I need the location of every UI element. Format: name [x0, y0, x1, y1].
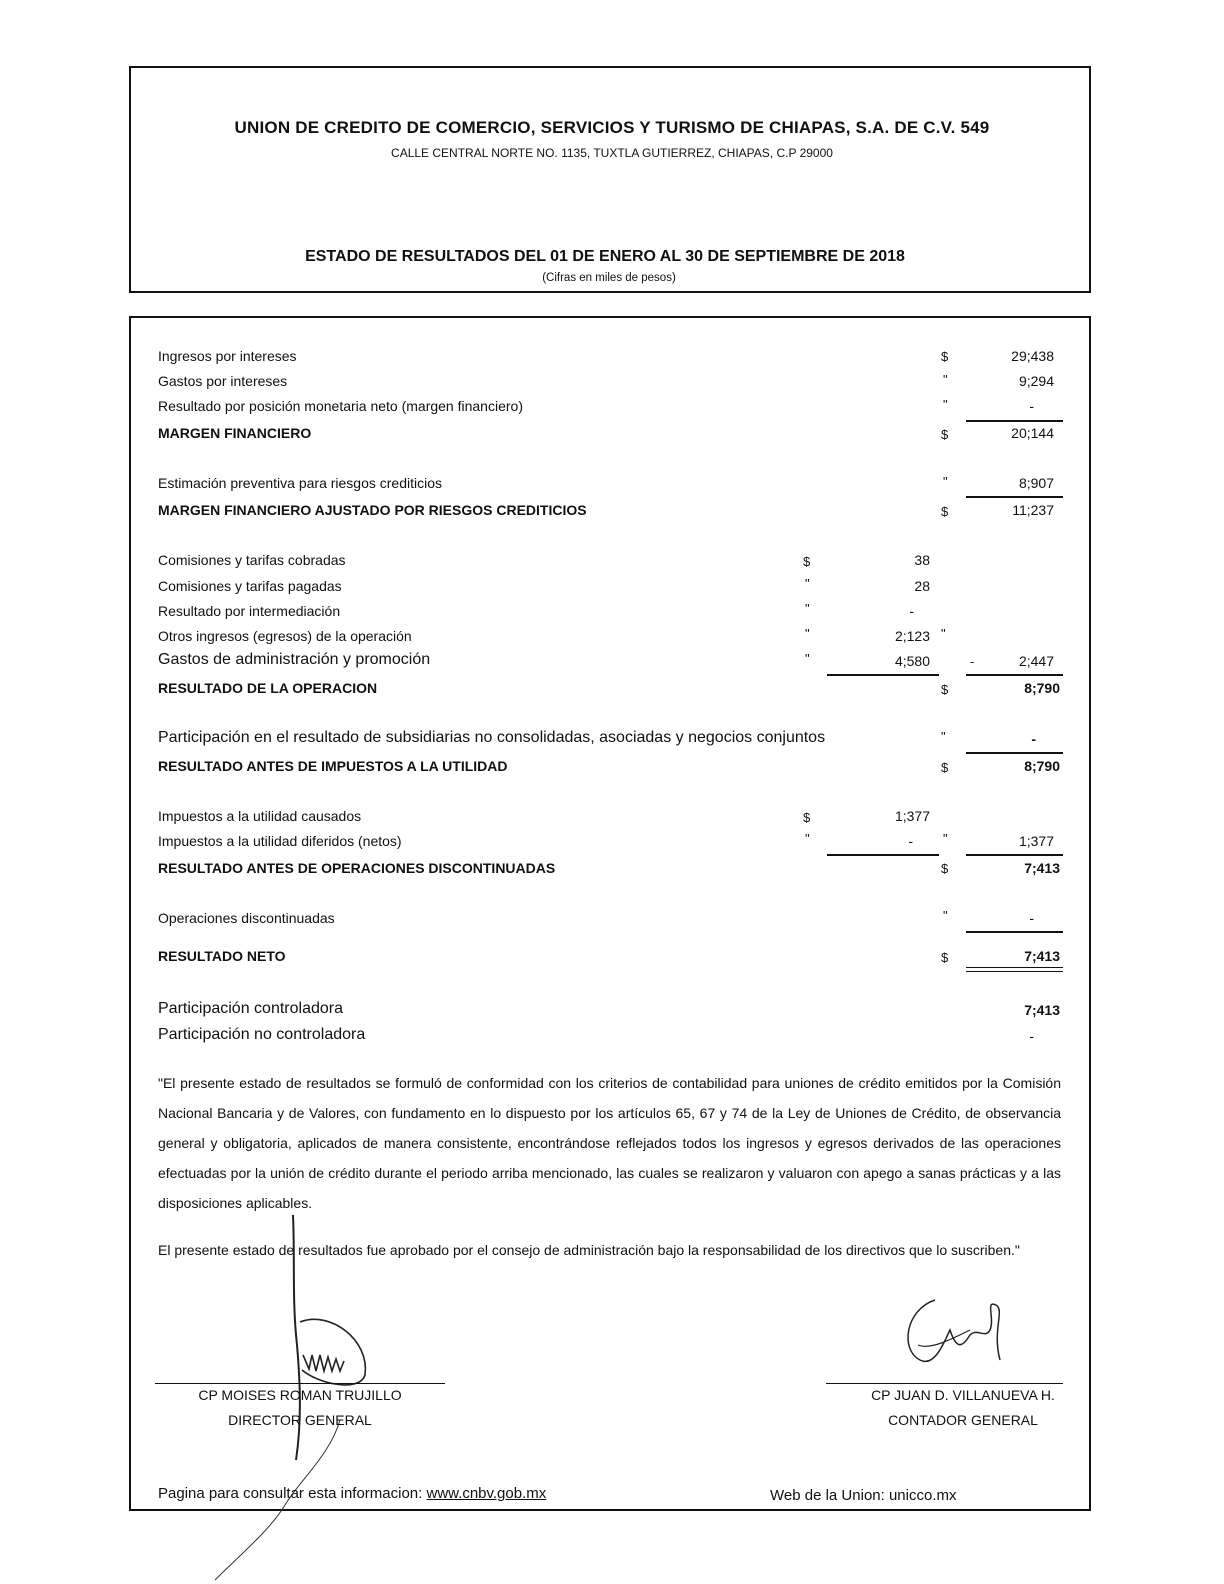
row-label: Operaciones discontinuadas: [158, 910, 335, 926]
minus-sign: -: [970, 654, 975, 669]
ditto-mark: ": [805, 651, 810, 666]
currency-sign: $: [941, 349, 949, 364]
signer-name-right: CP JUAN D. VILLANUEVA H.: [871, 1387, 1055, 1403]
row-label: Impuestos a la utilidad diferidos (netos): [158, 833, 402, 849]
ditto-mark: ": [943, 397, 948, 412]
ditto-mark: ": [943, 831, 948, 846]
ditto-mark: ": [943, 474, 948, 489]
ditto-mark: ": [805, 626, 810, 641]
currency-sign: $: [941, 760, 949, 775]
row-total: 1;377: [1018, 833, 1054, 849]
row-value: 29;438: [1011, 348, 1054, 364]
row-value: -: [1031, 731, 1036, 747]
currency-sign: $: [941, 427, 949, 442]
currency-sign: $: [803, 810, 811, 825]
row-total: 2;447: [1018, 653, 1054, 669]
ditto-mark: ": [943, 908, 948, 923]
company-name: UNION DE CREDITO DE COMERCIO, SERVICIOS Y TURISMO DE CHIAPAS, S.A. DE C.V. 549: [234, 118, 990, 137]
ditto-mark: ": [805, 576, 810, 591]
ditto-mark: ": [941, 729, 946, 744]
row-label: Impuestos a la utilidad causados: [158, 808, 362, 824]
row-label: Participación controladora: [158, 1000, 343, 1017]
currency-sign: $: [803, 554, 811, 569]
row-value: -: [908, 833, 913, 849]
legal-note: "El presente estado de resultados se formuló de conformidad con los criterios de contabilidad para uniones de crédito emitidos por la Comisión Nacional Bancaria y de Valores, con fundamento en lo dispuesto por los artículos 65, 67 y 74 de la Ley de Uniones de Crédito, de observancia general y obligatoria, aplicados de manera consistente, encontrándose reflejados todos los ingresos y egresos derivados de las operaciones efectuadas por la unión de crédito durante el periodo arriba mencionado, las cuales se realizaron y valuaron con apego a sanas prácticas y a las disposiciones aplicables.: [158, 1075, 1061, 1211]
ditto-mark: ": [943, 372, 948, 387]
currency-sign: $: [941, 682, 949, 697]
currency-sign: $: [941, 861, 949, 876]
signature-line-left: [155, 1383, 445, 1384]
ditto-mark: ": [805, 831, 810, 846]
row-value: 38: [914, 552, 930, 568]
row-value: 8;790: [1024, 680, 1060, 696]
row-label-total: RESULTADO ANTES DE IMPUESTOS A LA UTILIDAD: [158, 758, 508, 774]
footer-left-text: Pagina para consultar esta informacion:: [158, 1485, 427, 1502]
row-label: Resultado por intermediación: [158, 603, 341, 619]
signer-name-left: CP MOISES ROMAN TRUJILLO: [198, 1387, 402, 1403]
footer-right: Web de la Union: unicco.mx: [770, 1487, 957, 1504]
row-label-total: MARGEN FINANCIERO: [158, 425, 312, 441]
signer-role-right: CONTADOR GENERAL: [888, 1412, 1038, 1428]
statement-title: ESTADO DE RESULTADOS DEL 01 DE ENERO AL 30 DE SEPTIEMBRE DE 2018: [305, 248, 905, 265]
row-label: Resultado por posición monetaria neto (margen financiero): [158, 398, 523, 414]
statement-subtitle: (Cifras en miles de pesos): [542, 272, 676, 284]
row-label: Ingresos por intereses: [158, 348, 297, 364]
row-label: Comisiones y tarifas cobradas: [158, 552, 346, 568]
row-value: 28: [914, 578, 930, 594]
row-label: Participación no controladora: [158, 1026, 366, 1043]
row-label: Participación en el resultado de subsidiarias no consolidadas, asociadas y negocios conjuntos: [158, 729, 826, 746]
row-value: 11;237: [1012, 502, 1054, 518]
currency-sign: $: [941, 950, 949, 965]
company-address: CALLE CENTRAL NORTE NO. 1135, TUXTLA GUTIERREZ, CHIAPAS, C.P 29000: [391, 146, 833, 160]
row-label: Gastos por intereses: [158, 373, 288, 389]
row-value: 20;144: [1011, 425, 1054, 441]
row-label-total: RESULTADO NETO: [158, 948, 286, 964]
row-value: 7;413: [1024, 948, 1060, 964]
row-value: 8;907: [1018, 475, 1054, 491]
row-label: Otros ingresos (egresos) de la operación: [158, 628, 412, 644]
approval-note: El presente estado de resultados fue aprobado por el consejo de administración bajo la responsabilidad de los directivos que lo suscriben.": [158, 1242, 1020, 1258]
row-label-total: MARGEN FINANCIERO AJUSTADO POR RIESGOS CREDITICIOS: [158, 502, 587, 518]
row-label: Estimación preventiva para riesgos crediticios: [158, 475, 443, 491]
row-value: 7;413: [1024, 1002, 1060, 1018]
row-label-total: RESULTADO ANTES DE OPERACIONES DISCONTINUADAS: [158, 860, 556, 876]
row-label: Comisiones y tarifas pagadas: [158, 578, 342, 594]
row-label: Gastos de administración y promoción: [158, 651, 431, 668]
row-value: -: [1029, 1028, 1034, 1044]
row-value: -: [1029, 398, 1034, 414]
row-value: 9;294: [1018, 373, 1054, 389]
row-value: 1;377: [894, 808, 930, 824]
signer-role-left: DIRECTOR GENERAL: [228, 1412, 372, 1428]
row-value: 8;790: [1024, 758, 1060, 774]
currency-sign: $: [941, 504, 949, 519]
row-value: 2;123: [894, 628, 930, 644]
row-value: -: [909, 603, 914, 619]
row-value: 4;580: [894, 653, 930, 669]
footer-left: [158, 1485, 546, 1502]
signature-line-right: [826, 1383, 1063, 1384]
cnbv-link[interactable]: www.cnbv.gob.mx: [426, 1485, 547, 1502]
ditto-mark: ": [941, 626, 946, 641]
row-value: 7;413: [1024, 860, 1060, 876]
row-value: -: [1029, 910, 1034, 926]
row-label-total: RESULTADO DE LA OPERACION: [158, 680, 378, 696]
ditto-mark: ": [805, 601, 810, 616]
